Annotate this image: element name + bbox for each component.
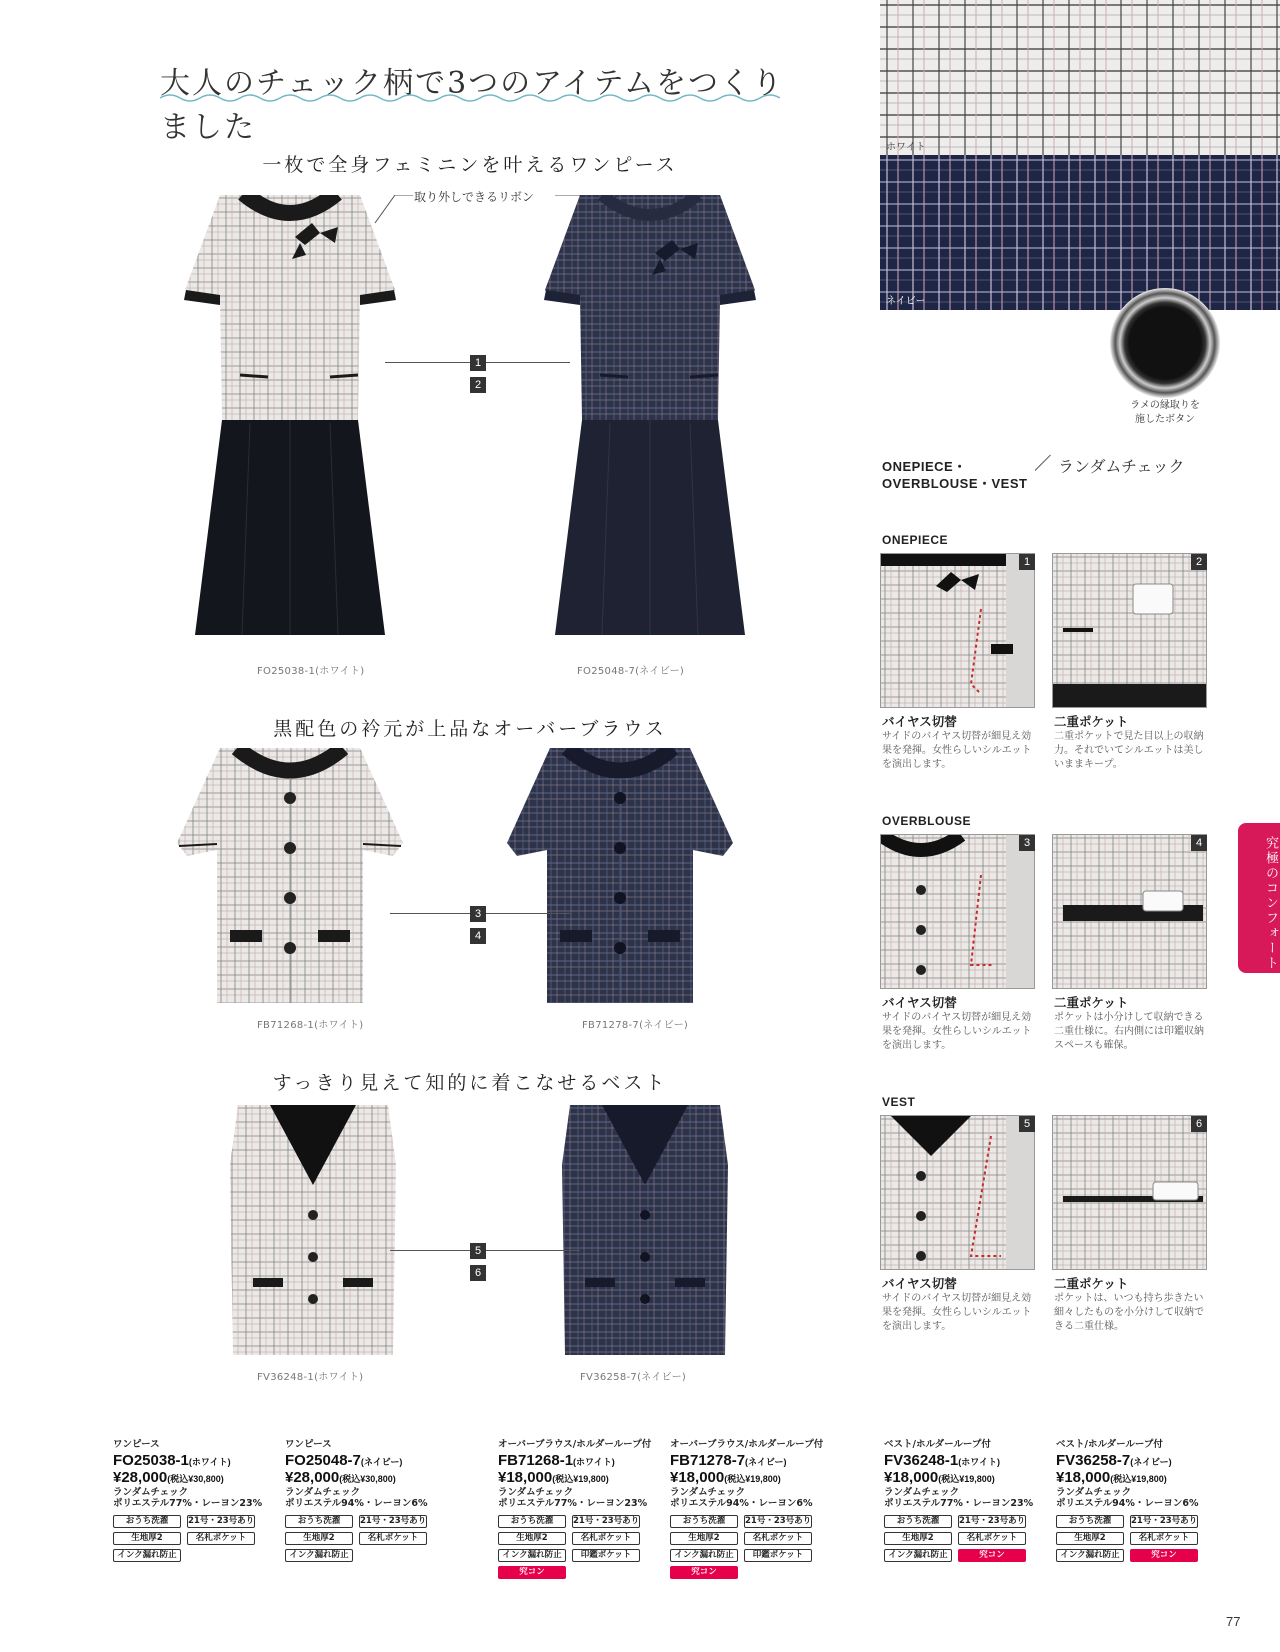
slash-divider [1035, 455, 1051, 471]
product-info [113, 1436, 278, 1562]
detail-photo-6 [1052, 1115, 1207, 1270]
button-caption: ラメの縁取りを 施したボタン [1130, 400, 1200, 425]
detail-photo-3-num: 3 [1019, 835, 1035, 851]
feature-tag: 21号・23号あり [188, 1516, 255, 1526]
product-code: FV36258-7(ネイビー) [1056, 1452, 1172, 1469]
page-headline: 大人のチェック柄で3つのアイテムをつくりました [160, 66, 784, 145]
vest-navy-image [560, 1105, 730, 1360]
feature-tag: おうち洗濯 [113, 1515, 181, 1528]
vest-white-image [228, 1105, 398, 1360]
feature-tag: 名札ポケット [187, 1532, 255, 1545]
onepiece-white-image [180, 195, 400, 645]
feature-tag: 究コン [498, 1566, 566, 1579]
vest-detail-label: VEST [882, 1095, 916, 1109]
feature-tag: 生地厚2 [884, 1532, 952, 1545]
feature-tag: 名札ポケット [1130, 1532, 1198, 1545]
onepiece-section-title: 一枚で全身フェミニンを叶えるワンピース [262, 154, 678, 176]
feature-tag: おうち洗濯 [498, 1515, 566, 1528]
product-code: FV36248-1(ホワイト) [884, 1452, 1000, 1469]
feature-tag: インク漏れ防止 [670, 1549, 738, 1562]
feature-tag: 究コン [958, 1549, 1026, 1562]
detail-marker-5: 5 [470, 1243, 486, 1259]
overblouse-white-image [175, 748, 405, 1008]
navy-fabric-swatch [880, 155, 1280, 310]
feature-tag: 21号・23号あり [1131, 1516, 1198, 1526]
feature-tag: 21号・23号あり [959, 1516, 1026, 1526]
detail-5-desc: サイドのバイヤス切替が細見え効果を発揮。女性らしいシルエットを演出します。 [882, 1293, 1032, 1332]
fabric-name: ランダムチェック [1058, 457, 1185, 476]
onepiece-white-code: FO25038-1(ホワイト) [257, 666, 365, 677]
product-type: ベスト/ホルダーループ付 [1056, 1439, 1163, 1450]
feature-tag: インク漏れ防止 [884, 1549, 952, 1562]
feature-tag: インク漏れ防止 [1056, 1549, 1124, 1562]
feature-tag: インク漏れ防止 [113, 1549, 181, 1562]
ribbon-note: 取り外しできるリボン [414, 190, 535, 204]
detail-photo-2 [1052, 553, 1207, 708]
product-tags [498, 1515, 663, 1579]
vest-navy-code: FV36258-7(ネイビー) [580, 1372, 687, 1383]
overblouse-white-code: FB71268-1(ホワイト) [257, 1020, 364, 1031]
detail-1-title: バイヤス切替 [882, 714, 957, 729]
product-info [670, 1436, 835, 1579]
product-code: FO25038-1(ホワイト) [113, 1452, 231, 1469]
feature-tag: 生地厚2 [1056, 1532, 1124, 1545]
detail-photo-4 [1052, 834, 1207, 989]
feature-tag: 名札ポケット [958, 1532, 1026, 1545]
detail-marker-1: 1 [470, 355, 486, 371]
product-tags [285, 1515, 450, 1562]
detail-4-desc: ポケットは小分けして収納できる二重仕様に。右内側には印鑑収納スペースも確保。 [1054, 1012, 1204, 1051]
headline-wave-underline [160, 92, 780, 104]
overblouse-navy-code: FB71278-7(ネイビー) [582, 1020, 689, 1031]
product-price: ¥18,000(税込¥19,800) [498, 1469, 609, 1486]
page-number: 77 [1226, 1614, 1241, 1629]
detail-6-title: 二重ポケット [1054, 1276, 1129, 1291]
feature-tag: 究コン [670, 1566, 738, 1579]
detail-1-desc: サイドのバイヤス切替が細見え効果を発揮。女性らしいシルエットを演出します。 [882, 731, 1032, 770]
feature-tag: 名札ポケット [744, 1532, 812, 1545]
detail-photo-6-num: 6 [1191, 1116, 1207, 1132]
detail-photo-2-num: 2 [1191, 554, 1207, 570]
product-type: ベスト/ホルダーループ付 [884, 1439, 991, 1450]
feature-tag: おうち洗濯 [884, 1515, 952, 1528]
product-tags [670, 1515, 835, 1579]
detail-photo-5-num: 5 [1019, 1116, 1035, 1132]
feature-tag: 生地厚2 [285, 1532, 353, 1545]
product-fabric: ランダムチェック ポリエステル94%・レーヨン6% [1056, 1487, 1199, 1509]
feature-tag: インク漏れ防止 [498, 1549, 566, 1562]
feature-tag: おうち洗濯 [285, 1515, 353, 1528]
detail-photo-3 [880, 834, 1035, 989]
feature-tag: 生地厚2 [670, 1532, 738, 1545]
feature-tag: 名札ポケット [572, 1532, 640, 1545]
overblouse-detail-label: OVERBLOUSE [882, 814, 972, 828]
product-type: オーバーブラウス/ホルダーループ付 [670, 1439, 824, 1450]
product-fabric: ランダムチェック ポリエステル94%・レーヨン6% [670, 1487, 813, 1509]
product-code: FB71268-1(ホワイト) [498, 1452, 615, 1469]
product-fabric: ランダムチェック ポリエステル94%・レーヨン6% [285, 1487, 428, 1509]
product-info [285, 1436, 450, 1562]
product-price: ¥28,000(税込¥30,800) [285, 1469, 396, 1486]
detail-6-desc: ポケットは、いつも持ち歩きたい細々したものを小分けして収納できる二重仕様。 [1054, 1293, 1204, 1332]
detail-marker-2: 2 [470, 377, 486, 393]
detail-photo-5 [880, 1115, 1035, 1270]
feature-tag: 究コン [1130, 1549, 1198, 1562]
vest-white-code: FV36248-1(ホワイト) [257, 1372, 364, 1383]
detail-4-title: 二重ポケット [1054, 995, 1129, 1010]
product-type: ワンピース [285, 1439, 332, 1450]
detail-marker-3: 3 [470, 906, 486, 922]
onepiece-navy-image [540, 195, 760, 645]
product-price: ¥18,000(税込¥19,800) [670, 1469, 781, 1486]
navy-swatch-label: ネイビー [886, 296, 926, 307]
product-tags [113, 1515, 278, 1562]
feature-tag: 生地厚2 [113, 1532, 181, 1545]
vest-section-title: すっきり見えて知的に着こなせるベスト [272, 1072, 668, 1094]
white-fabric-swatch [880, 0, 1280, 155]
product-tags [884, 1515, 1049, 1562]
overblouse-section-title: 黒配色の衿元が上品なオーバーブラウス [273, 718, 667, 740]
feature-tag: 印鑑ポケット [744, 1549, 812, 1562]
product-info [1056, 1436, 1221, 1562]
detail-2-desc: 二重ポケットで見た目以上の収納力。それでいてシルエットは美しいままキープ。 [1054, 731, 1204, 770]
product-type: オーバーブラウス/ホルダーループ付 [498, 1439, 652, 1450]
product-info [884, 1436, 1049, 1562]
product-tags [1056, 1515, 1221, 1562]
feature-tag: おうち洗濯 [1056, 1515, 1124, 1528]
feature-tag: 名札ポケット [359, 1532, 427, 1545]
product-price: ¥28,000(税込¥30,800) [113, 1469, 224, 1486]
onepiece-navy-code: FO25048-7(ネイビー) [577, 666, 685, 677]
product-info [498, 1436, 663, 1579]
product-fabric: ランダムチェック ポリエステル77%・レーヨン23% [884, 1487, 1034, 1509]
feature-tag: おうち洗濯 [670, 1515, 738, 1528]
feature-tag: 生地厚2 [498, 1532, 566, 1545]
feature-tag: 21号・23号あり [745, 1516, 812, 1526]
product-price: ¥18,000(税込¥19,800) [884, 1469, 995, 1486]
detail-photo-1 [880, 553, 1035, 708]
product-fabric: ランダムチェック ポリエステル77%・レーヨン23% [498, 1487, 648, 1509]
product-code: FO25048-7(ネイビー) [285, 1452, 403, 1469]
product-code: FB71278-7(ネイビー) [670, 1452, 787, 1469]
feature-tag: インク漏れ防止 [285, 1549, 353, 1562]
lame-button-image [1110, 288, 1220, 398]
product-fabric: ランダムチェック ポリエステル77%・レーヨン23% [113, 1487, 263, 1509]
detail-marker-4: 4 [470, 928, 486, 944]
detail-photo-4-num: 4 [1191, 835, 1207, 851]
detail-2-title: 二重ポケット [1054, 714, 1129, 729]
detail-3-desc: サイドのバイヤス切替が細見え効果を発揮。女性らしいシルエットを演出します。 [882, 1012, 1032, 1051]
product-price: ¥18,000(税込¥19,800) [1056, 1469, 1167, 1486]
detail-3-title: バイヤス切替 [882, 995, 957, 1010]
feature-tag: 印鑑ポケット [572, 1549, 640, 1562]
white-swatch-label: ホワイト [886, 142, 926, 153]
side-tab-ultimate-comfort[interactable]: 究極のコンフォート [1238, 823, 1280, 973]
feature-tag: 21号・23号あり [573, 1516, 640, 1526]
feature-tag: 21号・23号あり [360, 1516, 427, 1526]
detail-marker-6: 6 [470, 1265, 486, 1281]
product-type: ワンピース [113, 1439, 160, 1450]
detail-photo-1-num: 1 [1019, 554, 1035, 570]
overblouse-navy-image [505, 748, 735, 1008]
detail-5-title: バイヤス切替 [882, 1276, 957, 1291]
category-title: ONEPIECE・ OVERBLOUSE・VEST [882, 459, 1028, 491]
onepiece-detail-label: ONEPIECE [882, 533, 949, 547]
